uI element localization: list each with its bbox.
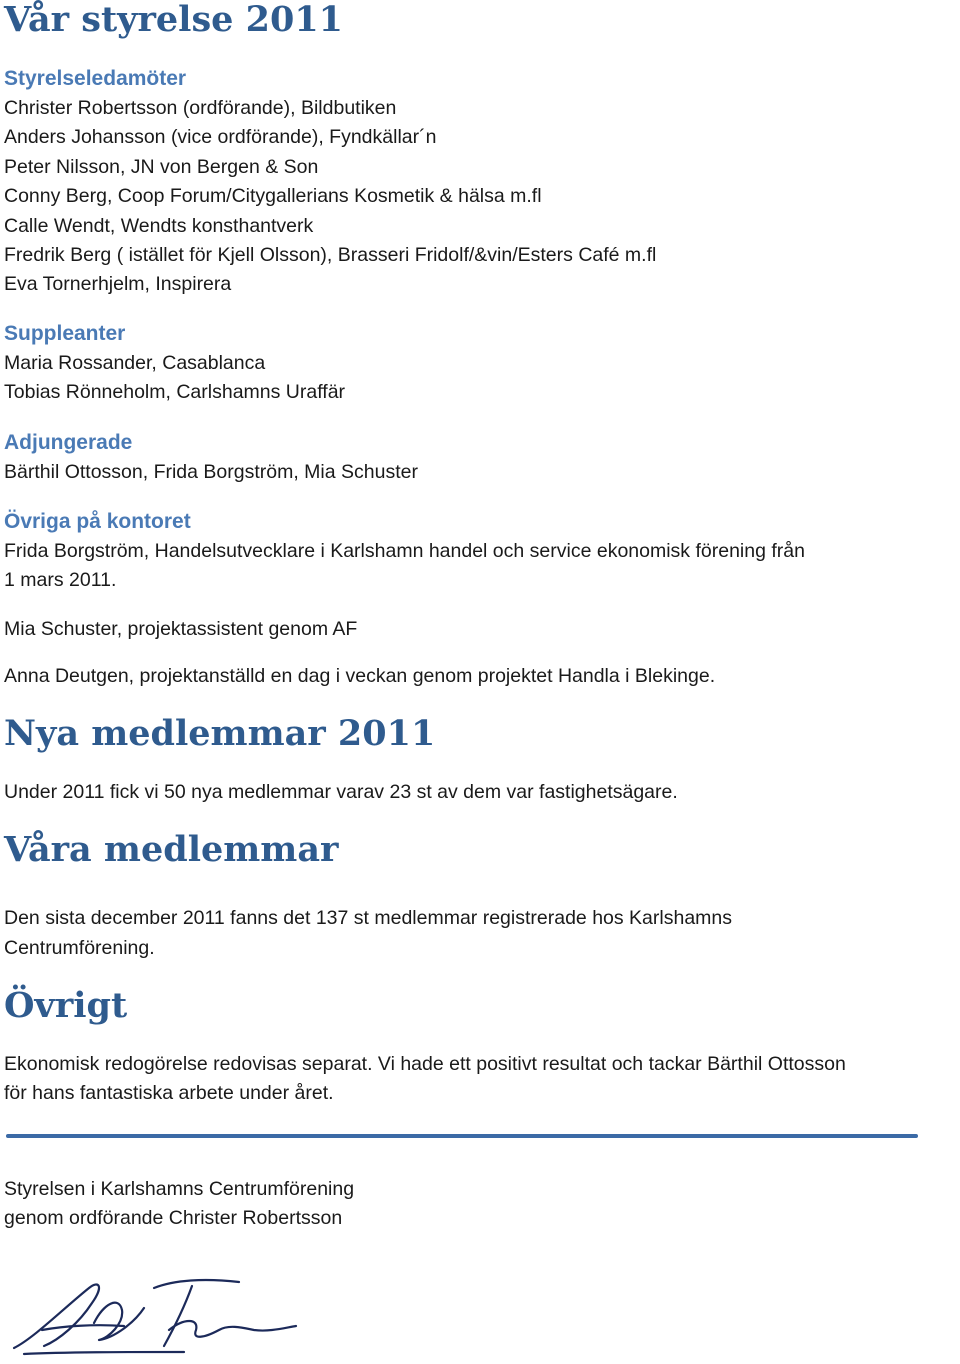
ovrigt-title: Övrigt bbox=[4, 985, 128, 1026]
vara-medlemmar-line: Den sista december 2011 fanns det 137 st medlemmar registrerade hos Karlshamns bbox=[4, 907, 733, 929]
adjungerade-heading: Adjungerade bbox=[4, 431, 133, 454]
ledamoter-heading: Styrelseledamöter bbox=[4, 67, 187, 90]
styrelse-title: Vår styrelse 2011 bbox=[4, 0, 344, 40]
suppleanter-list bbox=[4, 349, 345, 408]
signoff-line: genom ordförande Christer Robertsson bbox=[4, 1207, 343, 1229]
ledamot-item: Christer Robertsson (ordförande), Bildbutiken bbox=[4, 97, 397, 119]
ledamot-item: Fredrik Berg ( istället för Kjell Olsson), Brasseri Fridolf/&vin/Esters Café m.fl bbox=[4, 244, 657, 267]
ovrigt-line: för hans fantastiska arbete under året. bbox=[4, 1082, 334, 1104]
ledamot-item: Eva Tornerhjelm, Inspirera bbox=[4, 273, 232, 296]
nya-medlemmar-title: Nya medlemmar 2011 bbox=[4, 713, 436, 754]
section-divider bbox=[6, 1134, 918, 1138]
kontoret-line: Frida Borgström, Handelsutvecklare i Karlshamn handel och service ekonomisk förening från bbox=[4, 540, 805, 562]
kontoret-heading: Övriga på kontoret bbox=[4, 510, 191, 533]
ledamot-item: Peter Nilsson, JN von Bergen & Son bbox=[4, 155, 319, 178]
nya-medlemmar-text: Under 2011 fick vi 50 nya medlemmar varav 23 st av dem var fastighetsägare. bbox=[4, 781, 678, 803]
adjungerade-text: Bärthil Ottosson, Frida Borgström, Mia Schuster bbox=[4, 461, 418, 483]
kontoret-line: 1 mars 2011. bbox=[4, 569, 117, 591]
ovrigt-line: Ekonomisk redogörelse redovisas separat. Vi hade ett positivt resultat och tackar Bärthil Ottosson bbox=[4, 1053, 846, 1075]
ledamot-item: Conny Berg, Coop Forum/Citygallerians Kosmetik & hälsa m.fl bbox=[4, 185, 542, 208]
vara-medlemmar-line: Centrumförening. bbox=[4, 937, 155, 959]
ledamot-item: Calle Wendt, Wendts konsthantverk bbox=[4, 214, 314, 237]
suppleant-item: Tobias Rönneholm, Carlshamns Uraffär bbox=[4, 381, 346, 404]
suppleanter-heading: Suppleanter bbox=[4, 322, 126, 345]
suppleant-item: Maria Rossander, Casablanca bbox=[4, 352, 266, 374]
ledamoter-list bbox=[4, 94, 656, 300]
signature-image bbox=[4, 1268, 304, 1360]
kontoret-line: Mia Schuster, projektassistent genom AF bbox=[4, 618, 358, 640]
kontoret-line: Anna Deutgen, projektanställd en dag i veckan genom projektet Handla i Blekinge. bbox=[4, 665, 716, 687]
signoff-line: Styrelsen i Karlshamns Centrumförening bbox=[4, 1178, 355, 1200]
vara-medlemmar-title: Våra medlemmar bbox=[4, 829, 339, 870]
ledamot-item: Anders Johansson (vice ordförande), Fyndkällar´n bbox=[4, 126, 437, 149]
